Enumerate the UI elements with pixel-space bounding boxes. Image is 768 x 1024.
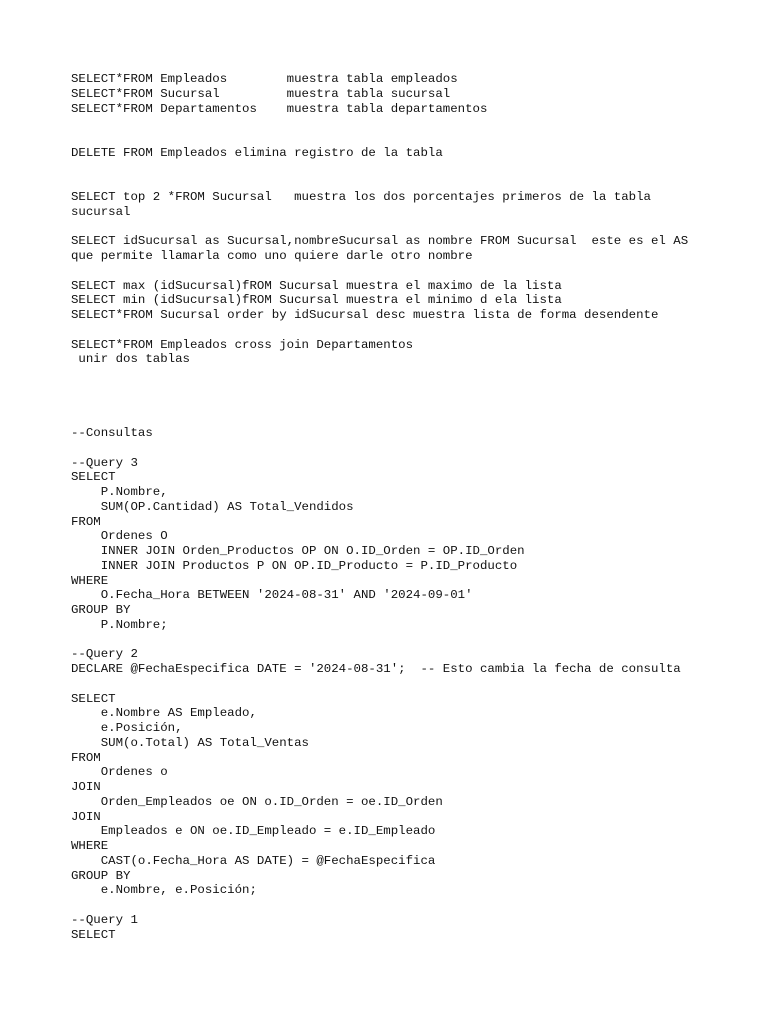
blank-line	[71, 175, 721, 190]
text-line: SELECT*FROM Sucursal order by idSucursal desc muestra lista de forma desendente	[71, 308, 659, 322]
blank-line	[71, 397, 721, 412]
text-line: e.Nombre AS Empleado,	[71, 706, 257, 721]
text-line: SELECT*FROM Empleados muestra tabla empleados	[71, 72, 458, 86]
text-line: Ordenes o	[71, 765, 168, 780]
blank-line	[71, 220, 721, 235]
blank-line	[71, 367, 721, 382]
text-line: SELECT*FROM Departamentos muestra tabla departamentos	[71, 101, 488, 116]
blank-line	[71, 441, 721, 456]
text-line: GROUP BY	[71, 868, 131, 883]
blank-line	[71, 633, 721, 648]
text-line: CAST(o.Fecha_Hora AS DATE) = @FechaEspecifica	[71, 853, 436, 868]
text-line: FROM	[71, 750, 101, 765]
text-line: unir dos tablas	[71, 352, 190, 367]
blank-line	[71, 264, 721, 279]
text-line: Orden_Empleados oe ON o.ID_Orden = oe.ID_Orden	[71, 794, 443, 809]
text-line: JOIN	[71, 809, 101, 824]
text-line: DECLARE @FechaEspecifica DATE = '2024-08-31'; -- Esto cambia la fecha de consulta	[71, 662, 681, 676]
text-line: --Query 2	[71, 647, 138, 662]
text-line: Ordenes O	[71, 529, 168, 544]
text-line: --Query 3	[71, 455, 138, 470]
text-line: DELETE FROM Empleados elimina registro de la tabla	[71, 145, 443, 160]
text-line: SELECT	[71, 470, 116, 485]
text-line: --Query 1	[71, 912, 138, 927]
blank-line	[71, 411, 721, 426]
text-line: SELECT*FROM Sucursal muestra tabla sucursal	[71, 86, 451, 101]
text-line: P.Nombre;	[71, 617, 168, 632]
text-line: SELECT	[71, 691, 116, 706]
text-line: Empleados e ON oe.ID_Empleado = e.ID_Empleado	[71, 824, 436, 839]
blank-line	[71, 677, 721, 692]
text-line: e.Posición,	[71, 721, 183, 735]
text-line: SELECT min (idSucursal)fROM Sucursal muestra el minimo d ela lista	[71, 293, 562, 308]
text-line: FROM	[71, 514, 101, 529]
text-line: que permite llamarla como uno quiere darle otro nombre	[71, 249, 473, 263]
text-line: INNER JOIN Orden_Productos OP ON O.ID_Orden = OP.ID_Orden	[71, 544, 525, 558]
text-line: JOIN	[71, 780, 101, 794]
blank-line	[71, 131, 721, 146]
text-line: P.Nombre,	[71, 485, 168, 499]
blank-line	[71, 161, 721, 176]
text-line: SELECT top 2 *FROM Sucursal muestra los dos porcentajes primeros de la tabla	[71, 190, 651, 204]
blank-line	[71, 323, 721, 338]
text-line: SELECT	[71, 927, 116, 942]
text-line: INNER JOIN Productos P ON OP.ID_Producto = P.ID_Producto	[71, 558, 518, 573]
text-line: WHERE	[71, 573, 109, 588]
text-line: O.Fecha_Hora BETWEEN '2024-08-31' AND '2024-09-01'	[71, 588, 473, 603]
text-line: WHERE	[71, 839, 109, 853]
text-line: SUM(OP.Cantidad) AS Total_Vendidos	[71, 499, 354, 514]
document-text	[71, 72, 721, 942]
text-line: SELECT idSucursal as Sucursal,nombreSucursal as nombre FROM Sucursal este es el AS	[71, 234, 689, 249]
blank-line	[71, 382, 721, 397]
text-line: SELECT*FROM Empleados cross join Departamentos	[71, 337, 414, 352]
blank-line	[71, 898, 721, 913]
text-line: e.Nombre, e.Posición;	[71, 883, 257, 898]
blank-line	[71, 116, 721, 131]
text-line: SELECT max (idSucursal)fROM Sucursal muestra el maximo de la lista	[71, 278, 562, 293]
text-line: --Consultas	[71, 426, 153, 440]
text-line: sucursal	[71, 204, 131, 219]
text-line: GROUP BY	[71, 603, 131, 617]
text-line: SUM(o.Total) AS Total_Ventas	[71, 735, 309, 750]
